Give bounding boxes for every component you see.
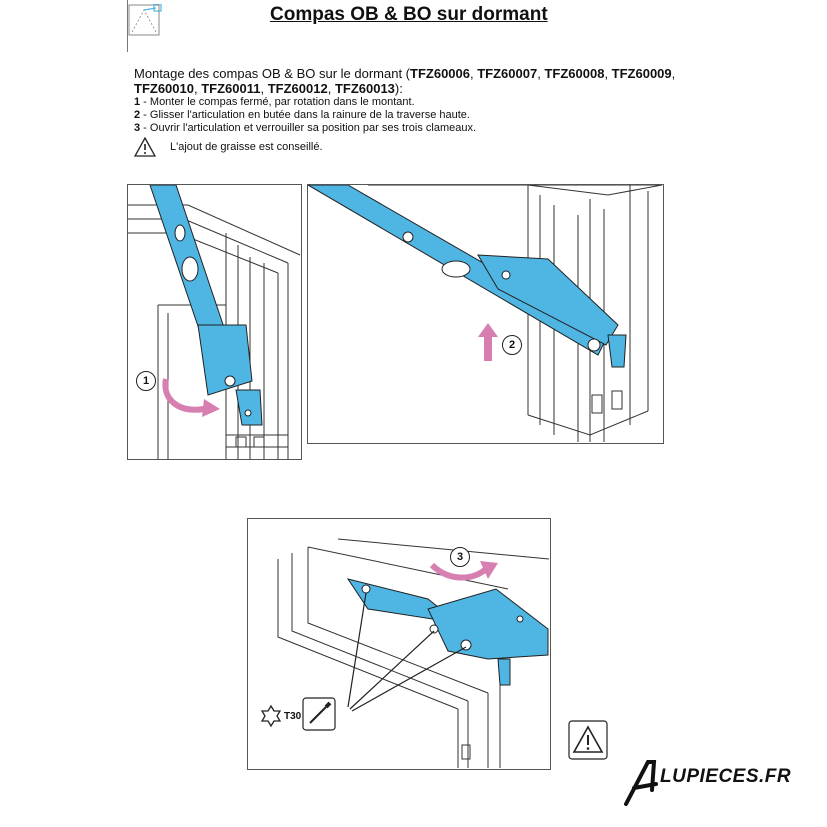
intro-code: TFZ60009 [611,66,672,81]
intro-code: TFZ60007 [477,66,538,81]
step-item [134,122,694,135]
step-1-badge: 1 [136,371,156,391]
warning-note [134,136,323,158]
step-number: 2 [134,109,141,121]
steps-list [134,96,694,135]
intro-code: TFZ60006 [410,66,470,81]
step-item [134,109,694,122]
warning-triangle-icon [134,137,156,157]
page-title: Compas OB & BO sur dormant [270,4,548,25]
intro-code: TFZ60010 [134,81,194,96]
warning-text: L'ajout de graisse est conseillé. [170,141,323,153]
intro-code: TFZ60013 [334,81,395,96]
intro-code: TFZ60012 [267,81,328,96]
step-number: 1 [134,96,141,108]
intro-text: Montage des compas OB & BO sur le dormant (TFZ60006, TFZ60007, TFZ60008, TFZ60009, TFZ60010, TFZ60011, TFZ60012, TFZ60013): [134,66,676,96]
step-text: - Ouvrir l'articulation et verrouiller sa position par ses trois clameaux. [140,122,477,134]
intro-prefix: Montage des compas OB & BO sur le dormant ( [134,66,411,81]
torx-label: T30 [284,711,302,722]
intro-suffix: ): [394,81,403,96]
step-text: - Monter le compas fermé, par rotation dans le montant. [140,96,415,108]
torx-icon [260,705,282,727]
rotation-arrow-icon [158,375,228,425]
step-item [134,96,694,109]
step-2-badge: 2 [502,335,522,355]
frame-top-rail-drawing [308,185,663,443]
slide-up-arrow-icon [478,323,498,361]
step-3-badge: 3 [450,547,470,567]
window-corner-icon [128,4,162,38]
figure-step-3 [247,518,551,770]
logo-text: LUPIECES.FR [660,766,792,787]
screwdriver-icon [302,697,336,731]
logo-initial-a [622,760,662,806]
frame-hinge-drawing [248,519,550,769]
figure-step-1 [127,184,302,460]
step-number: 3 [134,122,141,134]
alupieces-logo [622,760,802,806]
intro-code: TFZ60008 [544,66,605,81]
figure-step-2 [307,184,664,444]
step-text: - Glisser l'articulation en butée dans la rainure de la traverse haute. [140,109,470,121]
intro-code: TFZ60011 [201,81,261,96]
grease-warning-icon [568,720,608,760]
